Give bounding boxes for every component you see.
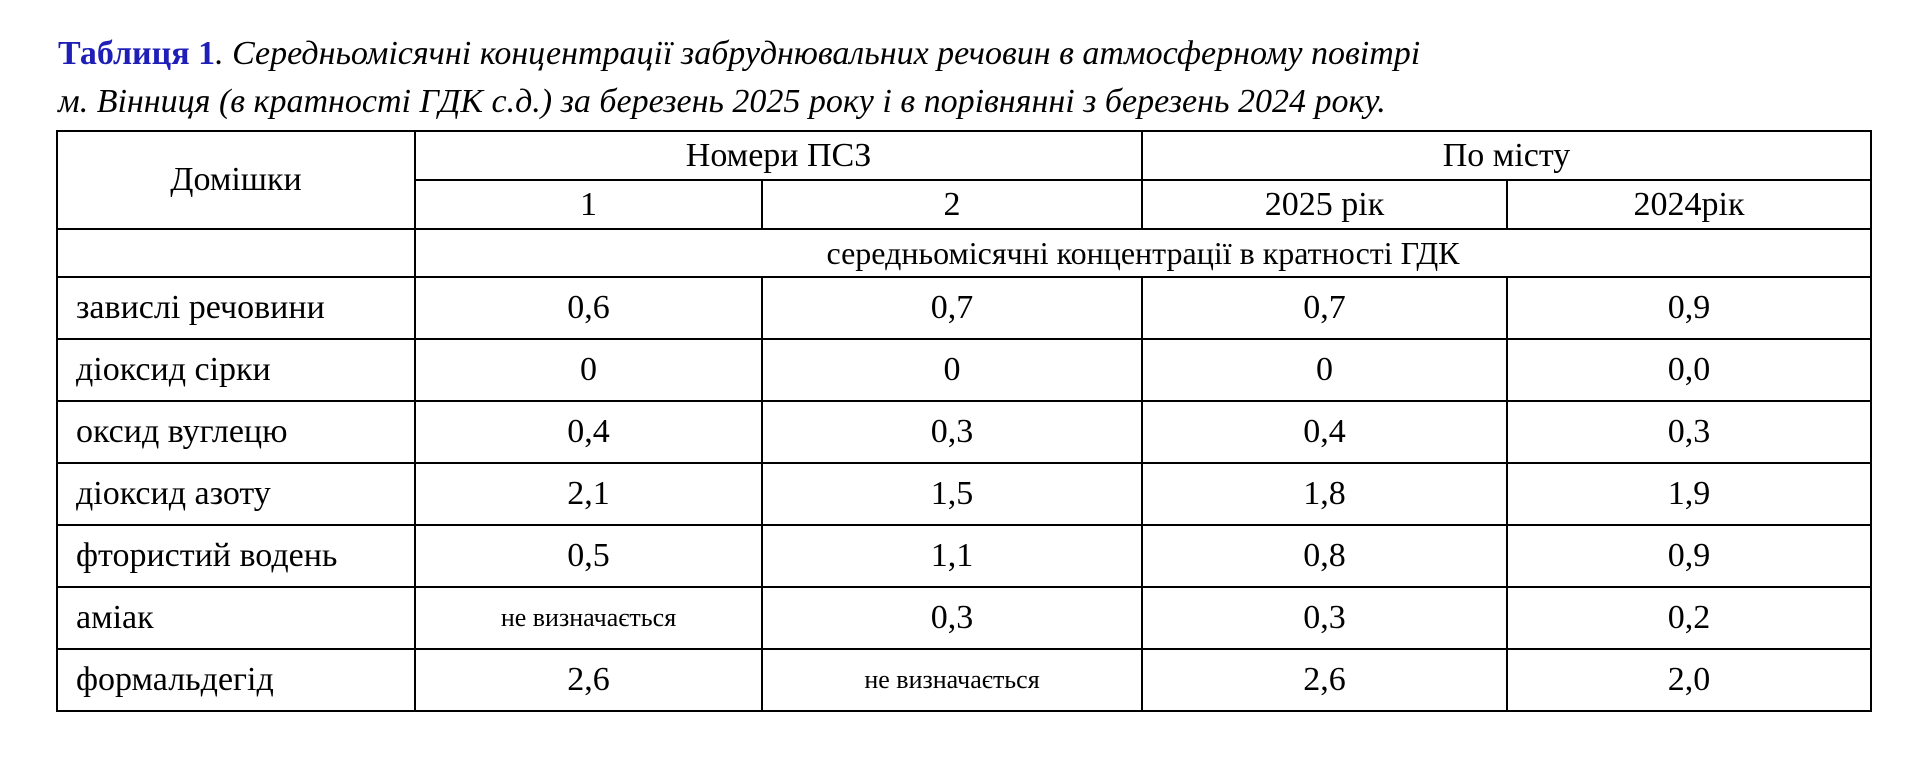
caption-text-line2: м. Вінниця (в кратності ГДК с.д.) за березень 2025 року і в порівнянні з березень 2024 року.	[58, 83, 1386, 120]
cell-post1: 0,6	[415, 277, 762, 339]
row-name: оксид вуглецю	[57, 401, 415, 463]
header-year-2025: 2025 рік	[1142, 180, 1507, 229]
cell-2024: 0,9	[1507, 277, 1871, 339]
cell-post2: 1,1	[762, 525, 1142, 587]
table-row	[57, 401, 1871, 463]
cell-2024: 0,9	[1507, 525, 1871, 587]
header-year-2024: 2024рік	[1507, 180, 1871, 229]
cell-post2: 0,3	[762, 401, 1142, 463]
row-name: діоксид сірки	[57, 339, 415, 401]
cell-post1: не визначається	[415, 587, 762, 649]
table-number-label: Таблиця 1	[58, 35, 216, 72]
cell-2025: 2,6	[1142, 649, 1507, 711]
table-row	[57, 463, 1871, 525]
header-city-group: По місту	[1142, 131, 1871, 180]
row-name: фтористий водень	[57, 525, 415, 587]
cell-2024: 1,9	[1507, 463, 1871, 525]
cell-2024: 0,2	[1507, 587, 1871, 649]
cell-post2: не визначається	[762, 649, 1142, 711]
cell-post1: 0	[415, 339, 762, 401]
cell-2025: 1,8	[1142, 463, 1507, 525]
table-row	[57, 277, 1871, 339]
cell-post1: 0,5	[415, 525, 762, 587]
table-row	[57, 649, 1871, 711]
table-row	[57, 339, 1871, 401]
header-posts-group: Номери ПСЗ	[415, 131, 1142, 180]
row-name: завислі речовини	[57, 277, 415, 339]
cell-2025: 0	[1142, 339, 1507, 401]
table-caption	[58, 30, 1868, 126]
row-name: формальдегід	[57, 649, 415, 711]
cell-post1: 0,4	[415, 401, 762, 463]
cell-2025: 0,7	[1142, 277, 1507, 339]
cell-post2: 0	[762, 339, 1142, 401]
cell-2024: 2,0	[1507, 649, 1871, 711]
cell-post1: 2,1	[415, 463, 762, 525]
cell-post2: 0,7	[762, 277, 1142, 339]
header-post-1: 1	[415, 180, 762, 229]
cell-2025: 0,8	[1142, 525, 1507, 587]
cell-2024: 0,0	[1507, 339, 1871, 401]
table-row	[57, 525, 1871, 587]
row-name: аміак	[57, 587, 415, 649]
cell-2024: 0,3	[1507, 401, 1871, 463]
cell-2025: 0,4	[1142, 401, 1507, 463]
header-unit-note: середньомісячні концентрації в кратності ГДК	[415, 229, 1871, 277]
concentration-table	[56, 130, 1872, 712]
cell-post2: 0,3	[762, 587, 1142, 649]
cell-post2: 1,5	[762, 463, 1142, 525]
cell-2025: 0,3	[1142, 587, 1507, 649]
caption-text-line1: . Середньомісячні концентрації забруднювальних речовин в атмосферному повітрі	[215, 35, 1421, 72]
header-blank-cell	[57, 229, 415, 277]
header-impurities: Домішки	[57, 131, 415, 229]
table-row	[57, 587, 1871, 649]
row-name: діоксид азоту	[57, 463, 415, 525]
cell-post1: 2,6	[415, 649, 762, 711]
header-post-2: 2	[762, 180, 1142, 229]
